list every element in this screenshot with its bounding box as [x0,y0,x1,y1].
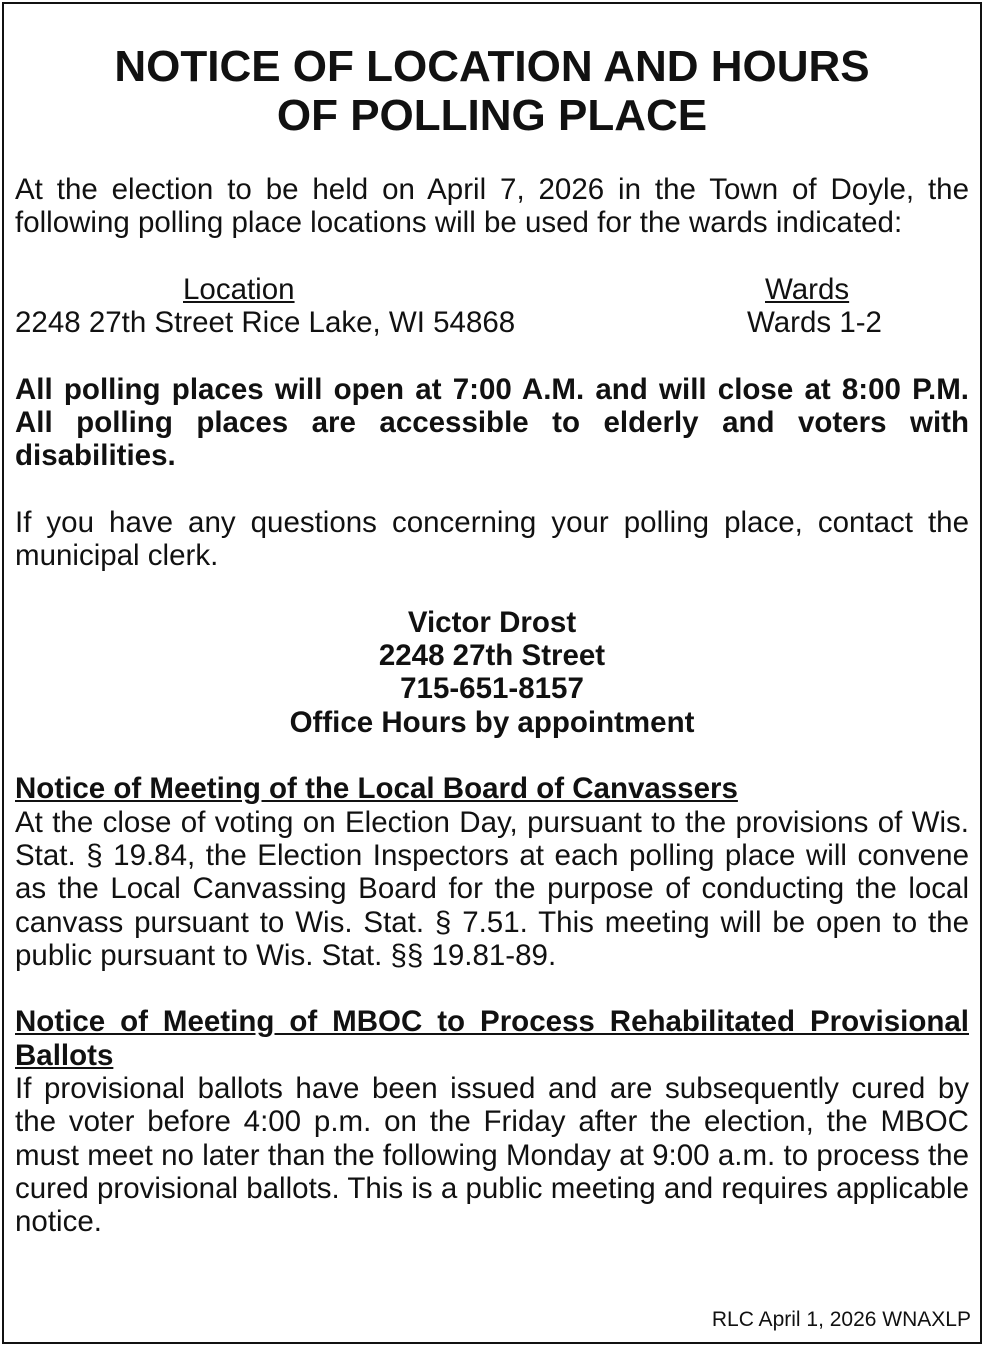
clerk-name: Victor Drost [407,605,577,639]
clerk-address: 2248 27th Street [378,639,606,673]
location-column-header: Location [183,272,295,306]
legal-notice [2,2,982,1344]
intro-paragraph: At the election to be held on April 7, 2026 in the Town of Doyle, the following polling place locations will be used for the wards indicated: [15,173,969,240]
wards-cell: Wards 1-2 [747,306,882,340]
publication-footer: RLC April 1, 2026 WNAXLP [711,1308,971,1331]
polling-hours-statement: All polling places will open at 7:00 A.M. and will close at 8:00 P.M. All polling places are accessible to elderly and voters with disabilities. [15,372,969,473]
questions-paragraph: If you have any questions concerning your polling place, contact the municipal clerk. [15,505,969,573]
notice-title [15,42,969,140]
notice-title-line-1: NOTICE OF LOCATION AND HOURS [114,42,870,91]
wards-column-header: Wards [765,272,850,306]
table-header-row [15,273,969,306]
mboc-notice-body: If provisional ballots have been issued and are subsequently cured by the voter before 4:00 p.m. on the Friday after the election, the MBOC must meet no later than the following Monday at 9:00 a.m. to process the cured provisional ballots. This is a public meeting and requires applicable notice. [15,1072,969,1239]
clerk-office-hours: Office Hours by appointment [289,705,695,739]
mboc-notice-section [15,1005,969,1238]
canvass-notice-section [15,772,969,972]
canvass-notice-heading: Notice of Meeting of the Local Board of Canvassers [15,772,738,806]
mboc-notice-heading: Notice of Meeting of MBOC to Process Rehabilitated Provisional Ballots [15,1005,969,1072]
notice-title-line-2: OF POLLING PLACE [276,91,708,140]
canvass-notice-body: At the close of voting on Election Day, pursuant to the provisions of Wis. Stat. § 19.84, the Election Inspectors at each polling place will convene as the Local Canvassing Board for the purpose of conducting the local canvass pursuant to Wis. Stat. § 7.51. This meeting will be open to the public pursuant to Wis. Stat. §§ 19.81-89. [15,805,969,972]
polling-locations-table [15,273,969,340]
clerk-contact [15,606,969,739]
clerk-phone: 715-651-8157 [400,672,584,706]
location-cell: 2248 27th Street Rice Lake, WI 54868 [15,306,516,340]
table-row [15,306,969,339]
